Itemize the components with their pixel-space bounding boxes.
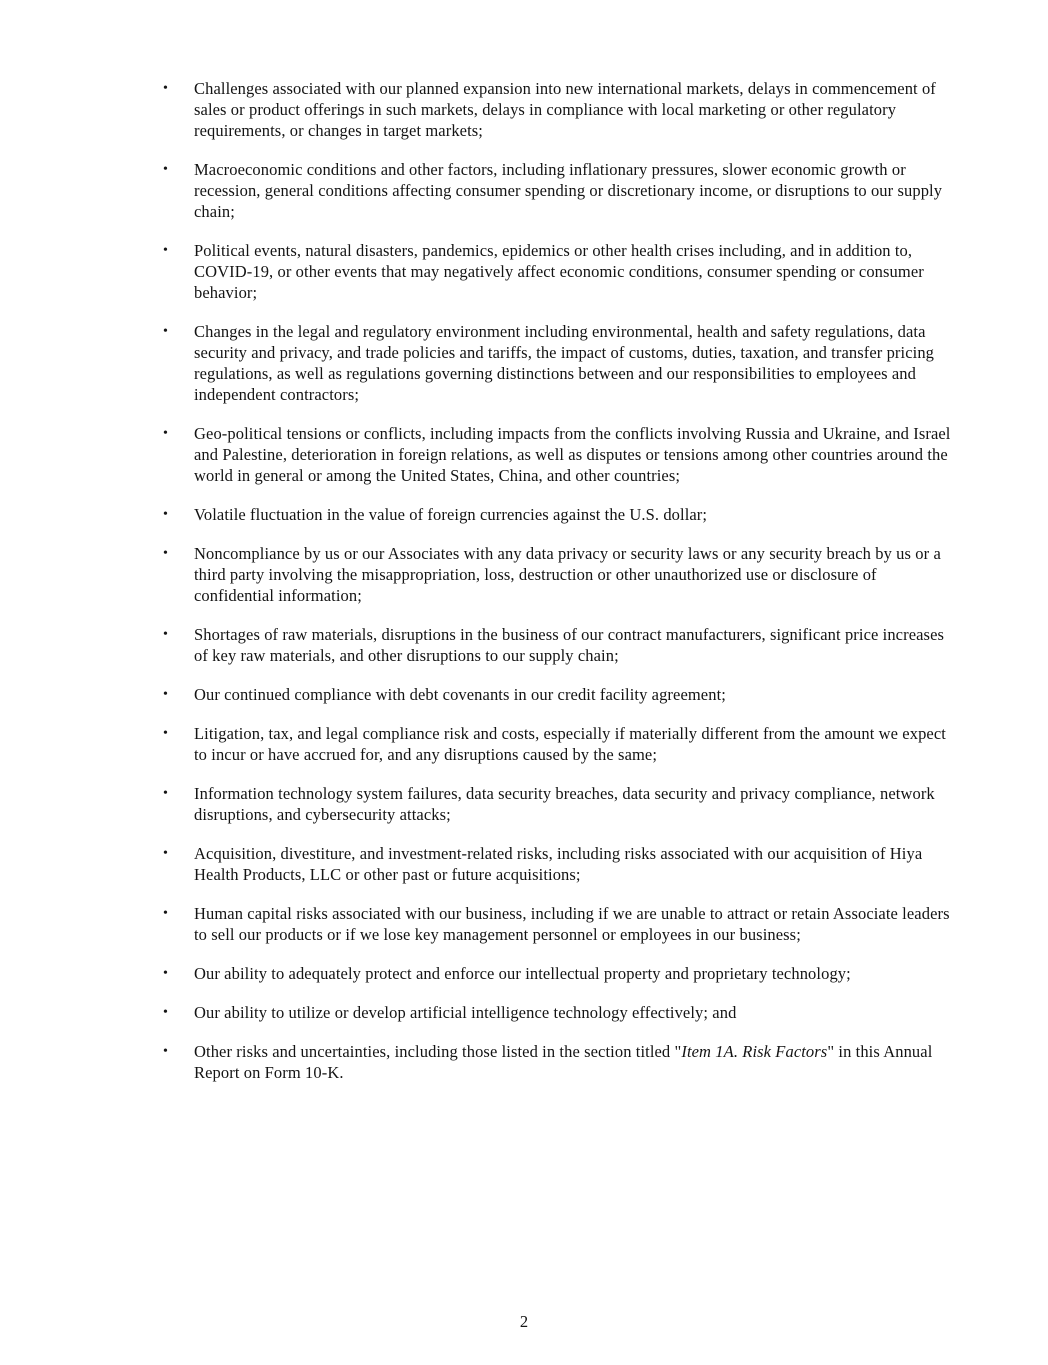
text-segment: Litigation, tax, and legal compliance risk and costs, especially if materially different from the amount we expect to incur or have accrued for, and any disruptions caused by the same; bbox=[194, 724, 946, 764]
bullet-item bbox=[163, 684, 953, 705]
bullet-item bbox=[163, 963, 953, 984]
bullet-marker-icon: • bbox=[163, 906, 169, 921]
bullet-marker-icon: • bbox=[163, 846, 169, 861]
text-segment: Shortages of raw materials, disruptions in the business of our contract manufacturers, significant price increases of key raw materials, and other disruptions to our supply chain; bbox=[194, 625, 945, 665]
bullet-marker-icon: • bbox=[163, 243, 169, 258]
bullet-marker-icon: • bbox=[163, 786, 169, 801]
bullet-marker-icon: • bbox=[163, 726, 169, 741]
bullet-item bbox=[163, 423, 953, 486]
bullet-text bbox=[194, 783, 951, 825]
bullet-item bbox=[163, 78, 953, 141]
bullet-item bbox=[163, 504, 953, 525]
bullet-marker-icon: • bbox=[163, 1005, 169, 1020]
bullet-text bbox=[194, 684, 951, 705]
bullet-item bbox=[163, 903, 953, 945]
italic-text-segment: Item 1A. Risk Factors bbox=[681, 1042, 828, 1061]
text-segment: " in this Annual Report on Form 10-K. bbox=[194, 1042, 933, 1082]
bullet-marker-icon: • bbox=[163, 546, 169, 561]
bullet-item bbox=[163, 240, 953, 303]
bullet-marker-icon: • bbox=[163, 426, 169, 441]
bullet-item bbox=[163, 624, 953, 666]
bullet-text bbox=[194, 723, 951, 765]
bullet-text bbox=[194, 624, 951, 666]
text-segment: Geo-political tensions or conflicts, including impacts from the conflicts involving Russia and Ukraine, and Israel and Palestine, deterioration in foreign relations, as well as disputes or tensions among other countries around the world in general or among the United States, China, and other countries; bbox=[194, 424, 951, 485]
bullet-text bbox=[194, 1041, 951, 1083]
bullet-item bbox=[163, 783, 953, 825]
bullet-marker-icon: • bbox=[163, 1044, 169, 1059]
bullet-marker-icon: • bbox=[163, 81, 169, 96]
text-segment: Challenges associated with our planned expansion into new international markets, delays in commencement of sales or product offerings in such markets, delays in compliance with local marketing or other regulatory requirements, or changes in target markets; bbox=[194, 79, 936, 140]
bullet-marker-icon: • bbox=[163, 966, 169, 981]
text-segment: Volatile fluctuation in the value of foreign currencies against the U.S. dollar; bbox=[194, 505, 708, 524]
bullet-item bbox=[163, 1041, 953, 1083]
text-segment: Our ability to adequately protect and enforce our intellectual property and proprietary technology; bbox=[194, 964, 851, 983]
text-segment: Our continued compliance with debt covenants in our credit facility agreement; bbox=[194, 685, 726, 704]
text-segment: Acquisition, divestiture, and investment-related risks, including risks associated with our acquisition of Hiya Health Products, LLC or other past or future acquisitions; bbox=[194, 844, 923, 884]
text-segment: Human capital risks associated with our business, including if we are unable to attract or retain Associate leaders to sell our products or if we lose key management personnel or employees in our business; bbox=[194, 904, 950, 944]
text-segment: Changes in the legal and regulatory environment including environmental, health and safety regulations, data security and privacy, and trade policies and tariffs, the impact of customs, duties, taxation, and transfer pricing regulations, as well as regulations governing distinctions between and our responsibilities to employees and independent contractors; bbox=[194, 322, 935, 404]
bullet-item bbox=[163, 723, 953, 765]
bullet-item bbox=[163, 159, 953, 222]
bullet-text bbox=[194, 321, 951, 405]
bullet-item bbox=[163, 321, 953, 405]
bullet-item bbox=[163, 1002, 953, 1023]
bullet-marker-icon: • bbox=[163, 162, 169, 177]
bullet-item bbox=[163, 843, 953, 885]
bullet-text bbox=[194, 843, 951, 885]
bullet-text bbox=[194, 78, 951, 141]
bullet-item bbox=[163, 543, 953, 606]
bullet-text bbox=[194, 963, 951, 984]
bullet-list bbox=[163, 78, 953, 1101]
bullet-text bbox=[194, 240, 951, 303]
bullet-marker-icon: • bbox=[163, 324, 169, 339]
bullet-marker-icon: • bbox=[163, 507, 169, 522]
bullet-text bbox=[194, 159, 951, 222]
bullet-marker-icon: • bbox=[163, 627, 169, 642]
text-segment: Our ability to utilize or develop artificial intelligence technology effectively; and bbox=[194, 1003, 737, 1022]
bullet-text bbox=[194, 903, 951, 945]
text-segment: Information technology system failures, data security breaches, data security and privacy compliance, network disruptions, and cybersecurity attacks; bbox=[194, 784, 935, 824]
text-segment: Political events, natural disasters, pandemics, epidemics or other health crises including, and in addition to, COVID-19, or other events that may negatively affect economic conditions, consumer spending or consumer behavior; bbox=[194, 241, 924, 302]
bullet-marker-icon: • bbox=[163, 687, 169, 702]
text-segment: Noncompliance by us or our Associates with any data privacy or security laws or any security breach by us or a third party involving the misappropriation, loss, destruction or other unauthorized use or disclosure of confidential information; bbox=[194, 544, 941, 605]
bullet-text bbox=[194, 1002, 951, 1023]
text-segment: Other risks and uncertainties, including those listed in the section titled " bbox=[194, 1042, 682, 1061]
text-segment: Macroeconomic conditions and other factors, including inflationary pressures, slower economic growth or recession, general conditions affecting consumer spending or discretionary income, or disruptions to our supply chain; bbox=[194, 160, 943, 221]
bullet-text bbox=[194, 543, 951, 606]
bullet-text bbox=[194, 504, 951, 525]
bullet-text bbox=[194, 423, 951, 486]
page-number: 2 bbox=[519, 1312, 529, 1331]
